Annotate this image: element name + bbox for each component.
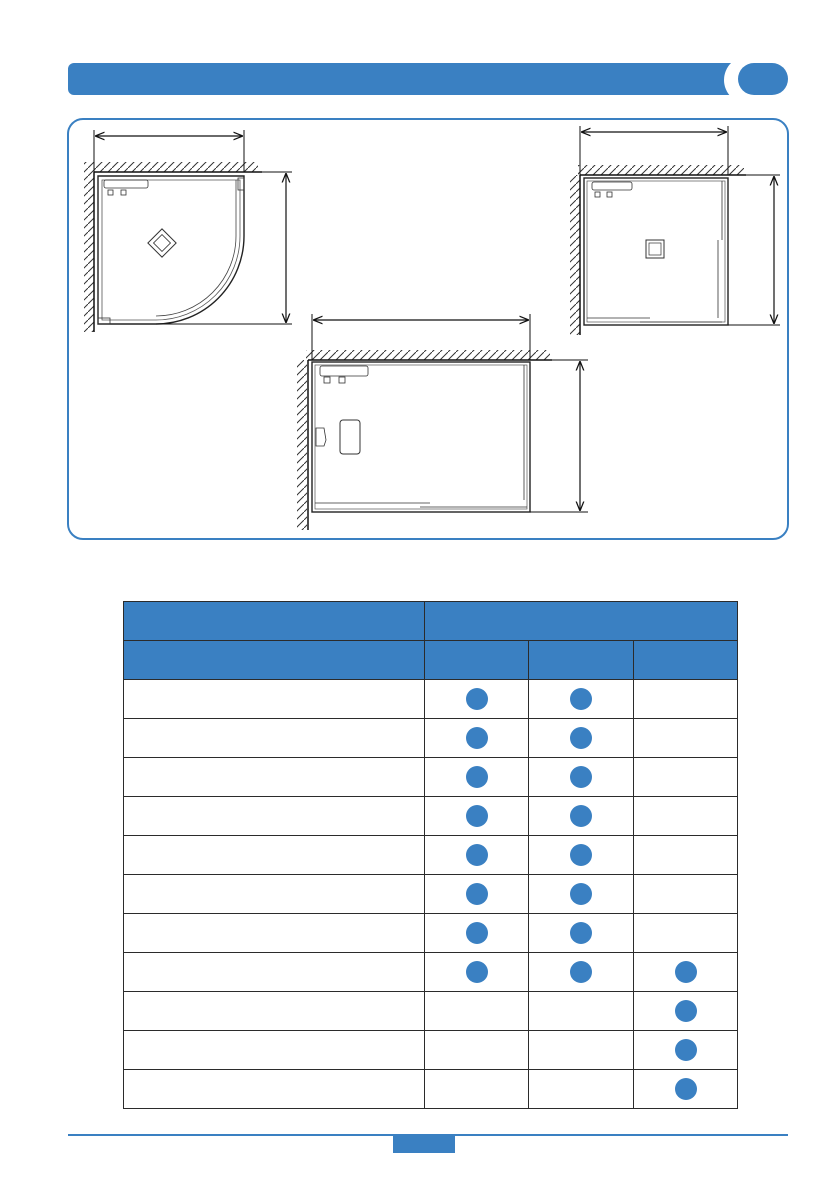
included-dot-icon xyxy=(466,688,488,710)
model-cell-3 xyxy=(634,758,738,797)
wall-hatch-left xyxy=(84,172,94,332)
wall-hatch-left xyxy=(570,175,580,335)
row-label xyxy=(124,875,425,914)
table-header-group xyxy=(425,602,738,641)
model-cell-3 xyxy=(634,914,738,953)
column-header-3 xyxy=(634,641,738,680)
model-cell-3 xyxy=(634,953,738,992)
model-cell-3 xyxy=(634,719,738,758)
model-cell-1 xyxy=(425,914,529,953)
row-label xyxy=(124,914,425,953)
included-dot-icon xyxy=(466,883,488,905)
column-header-2 xyxy=(529,641,634,680)
model-cell-1 xyxy=(425,797,529,836)
model-cell-2 xyxy=(529,914,634,953)
model-cell-2 xyxy=(529,719,634,758)
drain-icon xyxy=(340,420,360,454)
model-cell-1 xyxy=(425,680,529,719)
included-dot-icon xyxy=(466,922,488,944)
included-dot-icon xyxy=(675,1039,697,1061)
table-body xyxy=(124,680,738,1109)
included-dot-icon xyxy=(570,883,592,905)
included-dot-icon xyxy=(570,688,592,710)
model-cell-1 xyxy=(425,875,529,914)
wall-hatch-top xyxy=(84,162,258,172)
included-dot-icon xyxy=(570,805,592,827)
model-cell-1 xyxy=(425,836,529,875)
row-label xyxy=(124,758,425,797)
model-cell-2 xyxy=(529,680,634,719)
drain-icon xyxy=(148,229,176,257)
model-cell-2 xyxy=(529,953,634,992)
table-row xyxy=(124,1031,738,1070)
included-dot-icon xyxy=(466,805,488,827)
row-label xyxy=(124,680,425,719)
table-subheader-row xyxy=(124,641,738,680)
quadrant-enclosure-plan xyxy=(84,130,292,332)
column-header-1 xyxy=(425,641,529,680)
model-cell-1 xyxy=(425,953,529,992)
square-enclosure-plan xyxy=(570,126,780,335)
enclosure-drawings xyxy=(0,0,840,560)
table-row xyxy=(124,719,738,758)
model-cell-3 xyxy=(634,875,738,914)
table-row xyxy=(124,680,738,719)
included-dot-icon xyxy=(466,844,488,866)
included-dot-icon xyxy=(570,727,592,749)
model-cell-2 xyxy=(529,836,634,875)
included-dot-icon xyxy=(466,961,488,983)
rectangular-tray xyxy=(312,362,530,512)
row-label xyxy=(124,1031,425,1070)
model-cell-2 xyxy=(529,1070,634,1109)
model-compatibility-table xyxy=(123,601,738,1109)
model-cell-1 xyxy=(425,1031,529,1070)
rectangular-enclosure-plan xyxy=(297,314,588,530)
included-dot-icon xyxy=(675,1078,697,1100)
model-cell-3 xyxy=(634,797,738,836)
model-cell-1 xyxy=(425,1070,529,1109)
page-number-tab xyxy=(393,1134,455,1153)
model-cell-1 xyxy=(425,992,529,1031)
table-row xyxy=(124,953,738,992)
wall-hatch-top xyxy=(306,350,550,360)
table-row xyxy=(124,797,738,836)
row-label xyxy=(124,836,425,875)
table-row xyxy=(124,992,738,1031)
table-header-left xyxy=(124,602,425,641)
quadrant-tray xyxy=(98,176,244,324)
model-cell-2 xyxy=(529,875,634,914)
table-row xyxy=(124,836,738,875)
model-cell-3 xyxy=(634,836,738,875)
model-cell-1 xyxy=(425,758,529,797)
model-cell-3 xyxy=(634,680,738,719)
model-cell-1 xyxy=(425,719,529,758)
row-label xyxy=(124,797,425,836)
included-dot-icon xyxy=(570,922,592,944)
included-dot-icon xyxy=(570,961,592,983)
table-row xyxy=(124,758,738,797)
row-label xyxy=(124,719,425,758)
drain-icon xyxy=(646,240,664,258)
wall-hatch-top xyxy=(578,165,744,175)
model-cell-2 xyxy=(529,758,634,797)
row-label xyxy=(124,953,425,992)
table-row xyxy=(124,875,738,914)
table-row xyxy=(124,1070,738,1109)
square-tray xyxy=(584,178,728,325)
included-dot-icon xyxy=(675,1000,697,1022)
included-dot-icon xyxy=(570,844,592,866)
model-cell-3 xyxy=(634,992,738,1031)
model-cell-2 xyxy=(529,797,634,836)
table-subheader-left xyxy=(124,641,425,680)
model-cell-2 xyxy=(529,992,634,1031)
model-cell-2 xyxy=(529,1031,634,1070)
row-label xyxy=(124,1070,425,1109)
model-cell-3 xyxy=(634,1070,738,1109)
included-dot-icon xyxy=(466,727,488,749)
included-dot-icon xyxy=(570,766,592,788)
model-cell-3 xyxy=(634,1031,738,1070)
included-dot-icon xyxy=(675,961,697,983)
table-header-row xyxy=(124,602,738,641)
wall-hatch-left xyxy=(297,360,307,530)
row-label xyxy=(124,992,425,1031)
included-dot-icon xyxy=(466,766,488,788)
table-row xyxy=(124,914,738,953)
